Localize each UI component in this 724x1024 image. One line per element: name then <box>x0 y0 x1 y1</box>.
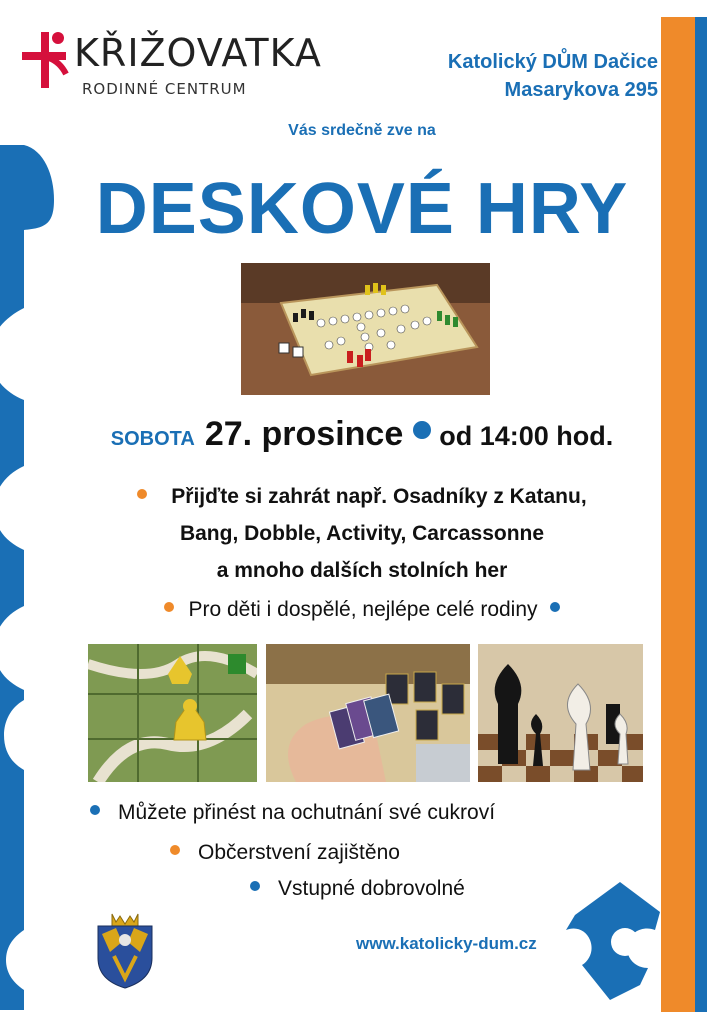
krizovatka-logo <box>22 28 322 100</box>
info-line-2 <box>170 841 400 865</box>
board-game-photo <box>241 263 490 395</box>
orange-bullet-icon <box>170 845 180 855</box>
games-line-1: Přijďte si zahrát např. Osadníky z Katanu, <box>171 485 587 508</box>
town-crest-icon <box>94 912 156 990</box>
games-description <box>0 478 724 589</box>
carcassonne-photo <box>88 644 257 782</box>
cross-logo-icon <box>22 28 70 90</box>
info-line-3 <box>250 877 465 901</box>
games-line-2: Bang, Dobble, Activity, Carcassonne <box>179 522 545 545</box>
blue-bullet-icon <box>550 602 560 612</box>
info-text-1: Můžete přinést na ochutnání své cukroví <box>118 801 496 824</box>
card-game-photo <box>266 644 470 782</box>
chess-photo <box>478 644 643 782</box>
blue-bullet-icon <box>90 805 100 815</box>
address-line-1: Katolický DŮM Dačice <box>447 51 658 73</box>
event-time: od 14:00 hod. <box>439 421 614 451</box>
info-text-3: Vstupné dobrovolné <box>278 877 465 900</box>
separator-dot-icon <box>413 421 431 439</box>
address <box>448 48 658 104</box>
info-text-2: Občerstvení zajištěno <box>198 841 400 864</box>
website-link[interactable]: www.katolicky-dum.cz <box>356 934 537 953</box>
games-line-3: a mnoho dalších stolních her <box>216 559 508 582</box>
event-day: SOBOTA <box>110 428 195 450</box>
audience-text: Pro děti i dospělé, nejlépe celé rodiny <box>188 598 538 621</box>
orange-bullet-icon <box>137 489 147 499</box>
logo-subtitle: RODINNÉ CENTRUM <box>82 80 247 98</box>
info-line-1 <box>90 801 495 825</box>
event-date-line <box>0 415 724 454</box>
address-line-2: Masarykova 295 <box>504 79 658 101</box>
event-title: DESKOVÉ HRY <box>95 169 629 249</box>
blue-bullet-icon <box>250 881 260 891</box>
event-date: 27. prosince <box>204 415 404 453</box>
audience-line <box>0 598 724 622</box>
orange-bullet-icon <box>164 602 174 612</box>
invite-text: Vás srdečně zve na <box>288 122 436 139</box>
logo-name: KŘIŽOVATKA <box>74 31 322 75</box>
